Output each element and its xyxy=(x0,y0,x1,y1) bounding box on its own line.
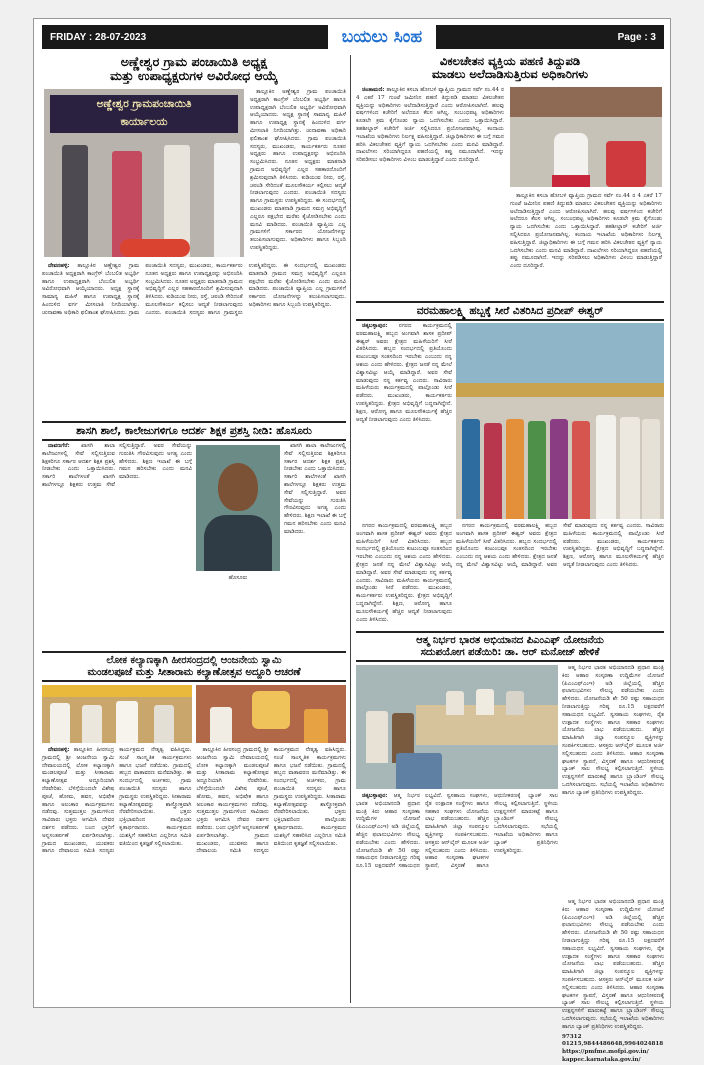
woman-figure xyxy=(550,419,568,519)
masthead xyxy=(42,25,664,49)
story1-body-right: ತಾಲ್ಲೂಕಿನ ಅಣ್ಣೇಶ್ವರ ಗ್ರಾಮ ಪಂಚಾಯಿತಿ ಅಧ್ಯಕ್ಷರಾಗಿ ಕಾಂಗ್ರೆಸ್ ಬೆಂಬಲಿತ ಅಭ್ಯರ್ಥಿ ಹಾಗೂ ಉಪಾಧ್ಯಕ್ಷರಾಗಿ ಬೆಂಬಲಿತ ಅಭ್ಯರ್ಥಿ ಅವಿರೋಧವಾಗಿ ಆಯ್ಕೆಯಾದರು. ಅಧ್ಯಕ್ಷ ಸ್ಥಾನಕ್ಕೆ ಸಾಮಾನ್ಯ ಮಹಿಳೆ ಹಾಗೂ ಉಪಾಧ್ಯಕ್ಷ ಸ್ಥಾನಕ್ಕೆ ಹಿಂದುಳಿದ ವರ್ಗ ಮೀಸಲಾತಿ ನಿಗದಿಯಾಗಿತ್ತು. ಚುನಾವಣಾ ಅಧಿಕಾರಿ ಫಲಿತಾಂಶ ಘೋಷಿಸಿದರು. ಗ್ರಾಮ ಪಂಚಾಯಿತಿ ಸದಸ್ಯರು, ಮುಖಂಡರು, ಕಾರ್ಯಕರ್ತರು ನೂತನ ಅಧ್ಯಕ್ಷರು ಹಾಗೂ ಉಪಾಧ್ಯಕ್ಷರನ್ನು ಅಭಿನಂದಿಸಿ ಸಂಭ್ರಮಿಸಿದರು. ನೂತನ ಅಧ್ಯಕ್ಷರು ಮಾತನಾಡಿ ಗ್ರಾಮದ ಅಭಿವೃದ್ಧಿಗೆ ಎಲ್ಲರ ಸಹಕಾರದೊಂದಿಗೆ ಶ್ರಮಿಸುವುದಾಗಿ ತಿಳಿಸಿದರು. ಕುಡಿಯುವ ನೀರು, ರಸ್ತೆ, ಚರಂಡಿ ಸೇರಿದಂತೆ ಮೂಲಸೌಕರ್ಯ ಕಲ್ಪಿಸಲು ಆದ್ಯತೆ ನೀಡಲಾಗುವುದು ಎಂದರು. ಪಂಚಾಯಿತಿ ಸದಸ್ಯರು ಹಾಗೂ ಗ್ರಾಮಸ್ಥರು ಉಪಸ್ಥಿತರಿದ್ದರು. ಈ ಸಂದರ್ಭದಲ್ಲಿ ಮುಖಂಡರು ಮಾತನಾಡಿ ಗ್ರಾಮದ ಸಮಗ್ರ ಅಭಿವೃದ್ಧಿಗೆ ಎಲ್ಲರೂ ಪಕ್ಷಭೇದ ಮರೆತು ಕೈಜೋಡಿಸಬೇಕು ಎಂದು ಮನವಿ ಮಾಡಿದರು. ಪಂಚಾಯಿತಿ ವ್ಯಾಪ್ತಿಯ ಎಲ್ಲ ಗ್ರಾಮಗಳಿಗೆ ಸರ್ಕಾರದ ಯೋಜನೆಗಳನ್ನು ತಲುಪಿಸಲಾಗುವುದು. ಅಧಿಕಾರಿಗಳು ಹಾಗೂ ಸಿಬ್ಬಂದಿ ಉಪಸ್ಥಿತರಿದ್ದರು. xyxy=(250,89,346,251)
portrait-body xyxy=(204,515,272,571)
story2-body: ದಾವಣಗೆರೆ: ಖಾಸಗಿ ಶಾಲಾ ಕಾಲೇಜುಗಳಲ್ಲಿ ಸೇವೆ ಸಲ್ಲಿಸುತ್ತಿರುವ ಶಿಕ್ಷಕರಿಗೂ ಸರ್ಕಾರ ಆದರ್ಶ ಶಿಕ್ಷಕ ಪ್ರಶಸ್ತಿ ನೀಡಬೇಕು ಎಂದು ಒತ್ತಾಯಿಸಿದರು. ಸರ್ಕಾರಿ ಶಾಲೆಗಳಂತೆ ಖಾಸಗಿ ಶಾಲೆಗಳಲ್ಲೂ ಶಿಕ್ಷಕರು ಉತ್ತಮ ಸೇವೆ ಸಲ್ಲಿಸುತ್ತಿದ್ದಾರೆ. ಅವರ ಸೇವೆಯನ್ನು ಗುರುತಿಸಿ ಗೌರವಿಸುವುದು ಅಗತ್ಯ ಎಂದು ಹೇಳಿದರು. ಶಿಕ್ಷಣ ಇಲಾಖೆ ಈ ಬಗ್ಗೆ ಗಮನ ಹರಿಸಬೇಕು ಎಂದು ಮನವಿ ಮಾಡಿದರು. xyxy=(42,443,192,488)
devotee-figure xyxy=(82,705,102,743)
left-column xyxy=(42,55,346,1003)
story1-photo xyxy=(44,89,244,257)
woman-figure xyxy=(572,421,590,519)
story2-headline: ಶಾಸಗಿ ಶಾಲೆ, ಕಾಲೇಜುಗಳಿಗೂ ಆದರ್ಶ ಶಿಕ್ಷಕ ಪ್ರಶಸ್ತಿ ನೀಡಿ: ಹೊಸೂರು xyxy=(42,421,346,441)
story6-photo xyxy=(356,665,558,789)
story3-body: ದೇವನಹಳ್ಳಿ: ತಾಲ್ಲೂಕಿನ ಹೀರಸಂದ್ರ ಗ್ರಾಮದಲ್ಲಿ ಶ್ರೀ ಆಂಜನೇಯ ಸ್ವಾಮಿ ದೇವಾಲಯದಲ್ಲಿ ಲೋಕ ಕಲ್ಯಾಣಕ್ಕಾಗಿ ಮಂಡಲಪೂಜೆ ಮತ್ತು ಸೀತಾರಾಮ ಕಲ್ಯಾಣೋತ್ಸವ ಅದ್ದೂರಿಯಾಗಿ ನೆರವೇರಿತು. ಬೆಳಿಗ್ಗೆಯಿಂದಲೇ ವಿಶೇಷ ಪೂಜೆ, ಹೋಮ, ಹವನ, ಅಭಿಷೇಕ ಹಾಗೂ ಅಲಂಕಾರ ಕಾರ್ಯಕ್ರಮಗಳು ನಡೆದವು. ಸುತ್ತಮುತ್ತಲ ಗ್ರಾಮಗಳಿಂದ ಸಾವಿರಾರು ಭಕ್ತರು ಆಗಮಿಸಿ ದೇವರ ದರ್ಶನ ಪಡೆದರು. ಬಂದ ಭಕ್ತರಿಗೆ ಅನ್ನಸಂತರ್ಪಣೆ ಏರ್ಪಡಿಸಲಾಗಿತ್ತು. ಗ್ರಾಮದ ಮುಖಂಡರು, ಯುವಕರು ಹಾಗೂ ದೇವಾಲಯ ಸಮಿತಿ ಸದಸ್ಯರು ಕಾರ್ಯಕ್ರಮದ ನೇತೃತ್ವ ವಹಿಸಿದ್ದರು. ಸಂಜೆ ಸಾಂಸ್ಕೃತಿಕ ಕಾರ್ಯಕ್ರಮಗಳು ಹಾಗೂ ಭಜನೆ ನಡೆಯಿತು. ಗ್ರಾಮದಲ್ಲಿ ಹಬ್ಬದ ವಾತಾವರಣ ಮನೆಮಾಡಿತ್ತು. ಈ ಸಂದರ್ಭದಲ್ಲಿ ಅರ್ಚಕರು, ಗ್ರಾಮ ಪಂಚಾಯಿತಿ ಸದಸ್ಯರು ಹಾಗೂ ಗ್ರಾಮಸ್ಥರು ಉಪಸ್ಥಿತರಿದ್ದರು. ಸೀತಾರಾಮ ಕಲ್ಯಾಣೋತ್ಸವವನ್ನು ಶಾಸ್ತ್ರೋಕ್ತವಾಗಿ ನೆರವೇರಿಸಲಾಯಿತು. ಭಕ್ತರು ಭಕ್ತಿಭಾವದಿಂದ ಪಾಲ್ಗೊಂಡು ಕೃತಾರ್ಥರಾದರು. ಕಾರ್ಯಕ್ರಮದ ಯಶಸ್ಸಿಗೆ ಸಹಕರಿಸಿದ ಎಲ್ಲರಿಗೂ ಸಮಿತಿ ವತಿಯಿಂದ ಕೃತಜ್ಞತೆ ಸಲ್ಲಿಸಲಾಯಿತು. ತಾಲ್ಲೂಕಿನ ಹೀರಸಂದ್ರ ಗ್ರಾಮದಲ್ಲಿ ಶ್ರೀ ಆಂಜನೇಯ ಸ್ವಾಮಿ ದೇವಾಲಯದಲ್ಲಿ ಲೋಕ ಕಲ್ಯಾಣಕ್ಕಾಗಿ ಮಂಡಲಪೂಜೆ ಮತ್ತು ಸೀತಾರಾಮ ಕಲ್ಯಾಣೋತ್ಸವ ಅದ್ದೂರಿಯಾಗಿ ನೆರವೇರಿತು. ಬೆಳಿಗ್ಗೆಯಿಂದಲೇ ವಿಶೇಷ ಪೂಜೆ, ಹೋಮ, ಹವನ, ಅಭಿಷೇಕ ಹಾಗೂ ಅಲಂಕಾರ ಕಾರ್ಯಕ್ರಮಗಳು ನಡೆದವು. ಸುತ್ತಮುತ್ತಲ ಗ್ರಾಮಗಳಿಂದ ಸಾವಿರಾರು ಭಕ್ತರು ಆಗಮಿಸಿ ದೇವರ ದರ್ಶನ ಪಡೆದರು. ಬಂದ ಭಕ್ತರಿಗೆ ಅನ್ನಸಂತರ್ಪಣೆ ಏರ್ಪಡಿಸಲಾಗಿತ್ತು. ಗ್ರಾಮದ ಮುಖಂಡರು, ಯುವಕರು ಹಾಗೂ ದೇವಾಲಯ ಸಮಿತಿ ಸದಸ್ಯರು ಕಾರ್ಯಕ್ರಮದ ನೇತೃತ್ವ ವಹಿಸಿದ್ದರು. ಸಂಜೆ ಸಾಂಸ್ಕೃತಿಕ ಕಾರ್ಯಕ್ರಮಗಳು ಹಾಗೂ ಭಜನೆ ನಡೆಯಿತು. ಗ್ರಾಮದಲ್ಲಿ ಹಬ್ಬದ ವಾತಾವರಣ ಮನೆಮಾಡಿತ್ತು. ಈ ಸಂದರ್ಭದಲ್ಲಿ ಅರ್ಚಕರು, ಗ್ರಾಮ ಪಂಚಾಯಿತಿ ಸದಸ್ಯರು ಹಾಗೂ ಗ್ರಾಮಸ್ಥರು ಉಪಸ್ಥಿತರಿದ್ದರು. ಸೀತಾರಾಮ ಕಲ್ಯಾಣೋತ್ಸವವನ್ನು ಶಾಸ್ತ್ರೋಕ್ತವಾಗಿ ನೆರವೇರಿಸಲಾಯಿತು. ಭಕ್ತರು ಭಕ್ತಿಭಾವದಿಂದ ಪಾಲ್ಗೊಂಡು ಕೃತಾರ್ಥರಾದರು. ಕಾರ್ಯಕ್ರಮದ ಯಶಸ್ಸಿಗೆ ಸಹಕರಿಸಿದ ಎಲ್ಲರಿಗೂ ಸಮಿತಿ ವತಿಯಿಂದ ಕೃತಜ್ಞತೆ ಸಲ್ಲಿಸಲಾಯಿತು. xyxy=(42,747,346,855)
story-temple xyxy=(42,651,346,1003)
plastic-chair xyxy=(606,141,646,187)
official-figure xyxy=(476,689,494,715)
woman-figure xyxy=(528,421,546,519)
story3-photo-left xyxy=(42,685,192,743)
man-figure xyxy=(596,415,616,519)
page-number: Page : 3 xyxy=(617,31,656,43)
story4-body: ಚಿಂತಾಮಣಿ: ತಾಲ್ಲೂಕಿನ ಕಸಬಾ ಹೋಬಳಿ ವ್ಯಾಪ್ತಿಯ ಗ್ರಾಮದ ಸರ್ವೆ ನಂ.44 ರ 4 ಎಕರೆ 17 ಗುಂಟೆ ಜಮೀನಿನ ಪಹಣಿ ತಿದ್ದುಪಡಿ ಮಾಡಲು ವಿಕಲಚೇತನ ವ್ಯಕ್ತಿಯನ್ನು ಅಧಿಕಾರಿಗಳು ಅಲೆದಾಡಿಸುತ್ತಿದ್ದಾರೆ ಎಂದು ಆರೋಪಿಸಲಾಗಿದೆ. ಹಲವು ವರ್ಷಗಳಿಂದ ಕಚೇರಿಗೆ ಅಲೆದರೂ ಕೆಲಸ ಆಗಿಲ್ಲ. ಸಂಬಂಧಪಟ್ಟ ಅಧಿಕಾರಿಗಳು ಕೂಡಲೇ ಕ್ರಮ ಕೈಗೊಂಡು ನ್ಯಾಯ ಒದಗಿಸಬೇಕು ಎಂದು ಒತ್ತಾಯಿಸಿದ್ದಾರೆ. ತಹಶೀಲ್ದಾರ್ ಕಚೇರಿಗೆ ಅರ್ಜಿ ಸಲ್ಲಿಸಿದರೂ ಪ್ರಯೋಜನವಾಗಿಲ್ಲ. ಕಂದಾಯ ಇಲಾಖೆಯ ಅಧಿಕಾರಿಗಳು ನಿರ್ಲಕ್ಷ್ಯ ವಹಿಸುತ್ತಿದ್ದಾರೆ. ಜಿಲ್ಲಾಧಿಕಾರಿಗಳು ಈ ಬಗ್ಗೆ ಗಮನ ಹರಿಸಿ ವಿಕಲಚೇತನ ವ್ಯಕ್ತಿಗೆ ನ್ಯಾಯ ಒದಗಿಸಬೇಕು ಎಂದು ಮನವಿ ಮಾಡಿದ್ದಾರೆ. ದಾಖಲೆಗಳು ಸರಿಯಾಗಿದ್ದರೂ ಪಹಣಿಯಲ್ಲಿ ತಪ್ಪು ನಮೂದಾಗಿದೆ. ಇದನ್ನು ಸರಿಪಡಿಸಲು ಅಧಿಕಾರಿಗಳು ವಿಳಂಬ ಮಾಡುತ್ತಿದ್ದಾರೆ ಎಂದು ದೂರಿದ್ದಾರೆ. xyxy=(356,87,504,164)
story4-headline: ವಿಕಲಚೇತನ ವ್ಯಕ್ತಿಯ ಪಹಣಿ ತಿದ್ದುಪಡಿ ಮಾಡಲು ಅಲೆದಾಡಿಸುತ್ತಿರುವ ಅಧಿಕಾರಿಗಳು xyxy=(431,54,589,82)
story5-photo xyxy=(456,323,664,519)
story1-body: ದೇವನಹಳ್ಳಿ: ತಾಲ್ಲೂಕಿನ ಅಣ್ಣೇಶ್ವರ ಗ್ರಾಮ ಪಂಚಾಯಿತಿ ಅಧ್ಯಕ್ಷರಾಗಿ ಕಾಂಗ್ರೆಸ್ ಬೆಂಬಲಿತ ಅಭ್ಯರ್ಥಿ ಹಾಗೂ ಉಪಾಧ್ಯಕ್ಷರಾಗಿ ಬೆಂಬಲಿತ ಅಭ್ಯರ್ಥಿ ಅವಿರೋಧವಾಗಿ ಆಯ್ಕೆಯಾದರು. ಅಧ್ಯಕ್ಷ ಸ್ಥಾನಕ್ಕೆ ಸಾಮಾನ್ಯ ಮಹಿಳೆ ಹಾಗೂ ಉಪಾಧ್ಯಕ್ಷ ಸ್ಥಾನಕ್ಕೆ ಹಿಂದುಳಿದ ವರ್ಗ ಮೀಸಲಾತಿ ನಿಗದಿಯಾಗಿತ್ತು. ಚುನಾವಣಾ ಅಧಿಕಾರಿ ಫಲಿತಾಂಶ ಘೋಷಿಸಿದರು. ಗ್ರಾಮ ಪಂಚಾಯಿತಿ ಸದಸ್ಯರು, ಮುಖಂಡರು, ಕಾರ್ಯಕರ್ತರು ನೂತನ ಅಧ್ಯಕ್ಷರು ಹಾಗೂ ಉಪಾಧ್ಯಕ್ಷರನ್ನು ಅಭಿನಂದಿಸಿ ಸಂಭ್ರಮಿಸಿದರು. ನೂತನ ಅಧ್ಯಕ್ಷರು ಮಾತನಾಡಿ ಗ್ರಾಮದ ಅಭಿವೃದ್ಧಿಗೆ ಎಲ್ಲರ ಸಹಕಾರದೊಂದಿಗೆ ಶ್ರಮಿಸುವುದಾಗಿ ತಿಳಿಸಿದರು. ಕುಡಿಯುವ ನೀರು, ರಸ್ತೆ, ಚರಂಡಿ ಸೇರಿದಂತೆ ಮೂಲಸೌಕರ್ಯ ಕಲ್ಪಿಸಲು ಆದ್ಯತೆ ನೀಡಲಾಗುವುದು ಎಂದರು. ಪಂಚಾಯಿತಿ ಸದಸ್ಯರು ಹಾಗೂ ಗ್ರಾಮಸ್ಥರು ಉಪಸ್ಥಿತರಿದ್ದರು. ಈ ಸಂದರ್ಭದಲ್ಲಿ ಮುಖಂಡರು ಮಾತನಾಡಿ ಗ್ರಾಮದ ಸಮಗ್ರ ಅಭಿವೃದ್ಧಿಗೆ ಎಲ್ಲರೂ ಪಕ್ಷಭೇದ ಮರೆತು ಕೈಜೋಡಿಸಬೇಕು ಎಂದು ಮನವಿ ಮಾಡಿದರು. ಪಂಚಾಯಿತಿ ವ್ಯಾಪ್ತಿಯ ಎಲ್ಲ ಗ್ರಾಮಗಳಿಗೆ ಸರ್ಕಾರದ ಯೋಜನೆಗಳನ್ನು ತಲುಪಿಸಲಾಗುವುದು. ಅಧಿಕಾರಿಗಳು ಹಾಗೂ ಸಿಬ್ಬಂದಿ ಉಪಸ್ಥಿತರಿದ್ದರು. xyxy=(42,263,346,316)
priest-figure xyxy=(210,707,232,743)
official-figure xyxy=(446,691,464,715)
story5-body-cont: ನಗರದ ಕಾರ್ಯಕ್ರಮದಲ್ಲಿ ವರಮಹಾಲಕ್ಷ್ಮಿ ಹಬ್ಬದ ಅಂಗವಾಗಿ ಶಾಸಕ ಪ್ರದೀಪ್ ಈಶ್ವರ್ ಅವರು ಕ್ಷೇತ್ರದ ಮಹಿಳೆಯರಿಗೆ ಸೀರೆ ವಿತರಿಸಿದರು. ಹಬ್ಬದ ಸಂದರ್ಭದಲ್ಲಿ ಪ್ರತಿಯೊಂದು ಕುಟುಂಬವೂ ಸಂತಸದಿಂದ ಇರಬೇಕು ಎಂಬುದು ನನ್ನ ಆಶಯ ಎಂದು ಹೇಳಿದರು. ಕ್ಷೇತ್ರದ ಜನತೆ ನನ್ನ ಮೇಲೆ ವಿಶ್ವಾಸವಿಟ್ಟು ಆಯ್ಕೆ ಮಾಡಿದ್ದಾರೆ. ಅವರ ಸೇವೆ ಮಾಡುವುದು ನನ್ನ ಕರ್ತವ್ಯ ಎಂದರು. ಸಾವಿರಾರು ಮಹಿಳೆಯರು ಕಾರ್ಯಕ್ರಮದಲ್ಲಿ ಪಾಲ್ಗೊಂಡು ಸೀರೆ ಪಡೆದರು. ಮುಖಂಡರು, ಕಾರ್ಯಕರ್ತರು ಉಪಸ್ಥಿತರಿದ್ದರು. ಕ್ಷೇತ್ರದ ಅಭಿವೃದ್ಧಿಗೆ ಬದ್ಧನಾಗಿದ್ದೇನೆ. ಶಿಕ್ಷಣ, ಆರೋಗ್ಯ ಹಾಗೂ ಮೂಲಸೌಕರ್ಯಕ್ಕೆ ಹೆಚ್ಚಿನ ಆದ್ಯತೆ ನೀಡಲಾಗುವುದು ಎಂದು ತಿಳಿಸಿದರು. xyxy=(456,523,664,568)
speaker-figure xyxy=(396,753,442,789)
woman-figure xyxy=(484,423,502,519)
story-annechwar xyxy=(42,55,346,417)
deity-altar xyxy=(252,691,290,729)
devotee-figure xyxy=(50,703,70,743)
man-figure xyxy=(642,419,660,519)
man-figure xyxy=(620,417,640,519)
story-saree-distribution xyxy=(356,301,664,627)
priest-figure xyxy=(304,709,328,743)
official-figure xyxy=(366,711,388,763)
story6-contact: ಆತ್ಮ ನಿರ್ಭರ ಭಾರತ ಅಭಿಯಾನದಡಿ ಪ್ರಧಾನ ಮಂತ್ರಿ ಕಿರು ಆಹಾರ ಸಂಸ್ಕರಣಾ ಉದ್ದಿಮೆಗಳ ಯೋಜನೆ (ಪಿಎಂಎಫ್‌ಎಂಇ) ಅಡಿ ಜಿಲ್ಲೆಯಲ್ಲಿ ಹೆಚ್ಚಿನ ಫಲಾನುಭವಿಗಳು ಸೌಲಭ್ಯ ಪಡೆಯಬೇಕು ಎಂದು ಹೇಳಿದರು. ಯೋಜನೆಯಡಿ ಶೇ 50 ರಷ್ಟು ಸಹಾಯಧನ ನೀಡಲಾಗುತ್ತಿದ್ದು ಗರಿಷ್ಠ ರೂ.15 ಲಕ್ಷದವರೆಗೆ ಸಹಾಯಧನ ಲಭ್ಯವಿದೆ. ಸ್ವಸಹಾಯ ಸಂಘಗಳು, ರೈತ ಉತ್ಪಾದಕ ಸಂಸ್ಥೆಗಳು ಹಾಗೂ ಸಹಕಾರ ಸಂಘಗಳು ಯೋಜನೆಯ ಲಾಭ ಪಡೆಯಬಹುದು. ಹೆಚ್ಚಿನ ಮಾಹಿತಿಗಾಗಿ ಜಿಲ್ಲಾ ಸಂಪನ್ಮೂಲ ವ್ಯಕ್ತಿಗಳನ್ನು ಸಂಪರ್ಕಿಸಬಹುದು. ಆಸಕ್ತರು ಆನ್‌ಲೈನ್ ಮೂಲಕ ಅರ್ಜಿ ಸಲ್ಲಿಸಬಹುದು ಎಂದು ತಿಳಿಸಿದರು. ಆಹಾರ ಸಂಸ್ಕರಣಾ ಘಟಕಗಳ ಸ್ಥಾಪನೆ, ವಿಸ್ತರಣೆ ಹಾಗೂ ಆಧುನೀಕರಣಕ್ಕೆ ಬ್ಯಾಂಕ್ ಸಾಲ ಸೌಲಭ್ಯ ಕಲ್ಪಿಸಲಾಗುತ್ತಿದೆ. ಸ್ಥಳೀಯ ಉತ್ಪನ್ನಗಳಿಗೆ ಮಾರುಕಟ್ಟೆ ಹಾಗೂ ಬ್ರ್ಯಾಂಡಿಂಗ್ ಸೌಲಭ್ಯ ಒದಗಿಸಲಾಗುವುದು. ಸಭೆಯಲ್ಲಿ ಇಲಾಖೆಯ ಅಧಿಕಾರಿಗಳು ಹಾಗೂ ಬ್ಯಾಂಕ್ ಪ್ರತಿನಿಧಿಗಳು ಉಪಸ್ಥಿತರಿದ್ದರು. 97312 01215,9844486648,9964024818 https://pmfme.mofpi.gov.in/ kappec.karnataka.gov.in/ xyxy=(562,899,664,1063)
pmfme-link[interactable]: https://pmfme.mofpi.gov.in/ xyxy=(562,1049,649,1056)
contact-phone: 97312 01215,9844486648,9964024818 xyxy=(562,1033,664,1048)
story-teacher-award xyxy=(42,421,346,647)
woman-figure xyxy=(506,419,524,519)
devotee-figure xyxy=(154,705,174,743)
kappec-link[interactable]: kappec.karnataka.gov.in/ xyxy=(562,1056,641,1063)
story2-body-cont: ಖಾಸಗಿ ಶಾಲಾ ಕಾಲೇಜುಗಳಲ್ಲಿ ಸೇವೆ ಸಲ್ಲಿಸುತ್ತಿರುವ ಶಿಕ್ಷಕರಿಗೂ ಸರ್ಕಾರ ಆದರ್ಶ ಶಿಕ್ಷಕ ಪ್ರಶಸ್ತಿ ನೀಡಬೇಕು ಎಂದು ಒತ್ತಾಯಿಸಿದರು. ಸರ್ಕಾರಿ ಶಾಲೆಗಳಂತೆ ಖಾಸಗಿ ಶಾಲೆಗಳಲ್ಲೂ ಶಿಕ್ಷಕರು ಉತ್ತಮ ಸೇವೆ ಸಲ್ಲಿಸುತ್ತಿದ್ದಾರೆ. ಅವರ ಸೇವೆಯನ್ನು ಗುರುತಿಸಿ ಗೌರವಿಸುವುದು ಅಗತ್ಯ ಎಂದು ಹೇಳಿದರು. ಶಿಕ್ಷಣ ಇಲಾಖೆ ಈ ಬಗ್ಗೆ ಗಮನ ಹರಿಸಬೇಕು ಎಂದು ಮನವಿ ಮಾಡಿದರು. xyxy=(284,443,346,535)
office-banner: ಅಣ್ಣೇಶ್ವರ ಗ್ರಾಮಪಂಚಾಯಿತಿ ಕಾರ್ಯಾಲಯ xyxy=(50,95,238,133)
official-figure xyxy=(506,691,524,715)
story5-headline: ವರಮಹಾಲಕ್ಷ್ಮಿ ಹಬ್ಬಕ್ಕೆ ಸೀರೆ ವಿತರಿಸಿದ ಪ್ರದೀಪ್ ಈಶ್ವರ್ xyxy=(356,301,664,321)
hall-ceiling xyxy=(456,323,664,383)
person-figure xyxy=(214,143,240,257)
flower-bouquet xyxy=(120,239,190,257)
woman-figure xyxy=(462,419,480,519)
newspaper-page xyxy=(33,18,671,1063)
story3-headline: ಲೋಕ ಕಲ್ಯಾಣಕ್ಕಾಗಿ ಹೀರಸಂದ್ರದಲ್ಲಿ ಆಂಜನೇಯ ಸ್ವಾಮಿ ಮಂಡಲಪೂಜೆ ಮತ್ತು ಸೀತಾರಾಮ ಕಲ್ಯಾಣೋತ್ಸವ ಅದ್ದೂರಿ ಆಚರಣೆ xyxy=(42,651,346,682)
story2-portrait xyxy=(196,445,280,571)
story6-body: ಚಿಕ್ಕಬಳ್ಳಾಪುರ: ಆತ್ಮ ನಿರ್ಭರ ಭಾರತ ಅಭಿಯಾನದಡಿ ಪ್ರಧಾನ ಮಂತ್ರಿ ಕಿರು ಆಹಾರ ಸಂಸ್ಕರಣಾ ಉದ್ದಿಮೆಗಳ ಯೋಜನೆ (ಪಿಎಂಎಫ್‌ಎಂಇ) ಅಡಿ ಜಿಲ್ಲೆಯಲ್ಲಿ ಹೆಚ್ಚಿನ ಫಲಾನುಭವಿಗಳು ಸೌಲಭ್ಯ ಪಡೆಯಬೇಕು ಎಂದು ಹೇಳಿದರು. ಯೋಜನೆಯಡಿ ಶೇ 50 ರಷ್ಟು ಸಹಾಯಧನ ನೀಡಲಾಗುತ್ತಿದ್ದು ಗರಿಷ್ಠ ರೂ.15 ಲಕ್ಷದವರೆಗೆ ಸಹಾಯಧನ ಲಭ್ಯವಿದೆ. ಸ್ವಸಹಾಯ ಸಂಘಗಳು, ರೈತ ಉತ್ಪಾದಕ ಸಂಸ್ಥೆಗಳು ಹಾಗೂ ಸಹಕಾರ ಸಂಘಗಳು ಯೋಜನೆಯ ಲಾಭ ಪಡೆಯಬಹುದು. ಹೆಚ್ಚಿನ ಮಾಹಿತಿಗಾಗಿ ಜಿಲ್ಲಾ ಸಂಪನ್ಮೂಲ ವ್ಯಕ್ತಿಗಳನ್ನು ಸಂಪರ್ಕಿಸಬಹುದು. ಆಸಕ್ತರು ಆನ್‌ಲೈನ್ ಮೂಲಕ ಅರ್ಜಿ ಸಲ್ಲಿಸಬಹುದು ಎಂದು ತಿಳಿಸಿದರು. ಆಹಾರ ಸಂಸ್ಕರಣಾ ಘಟಕಗಳ ಸ್ಥಾಪನೆ, ವಿಸ್ತರಣೆ ಹಾಗೂ ಆಧುನೀಕರಣಕ್ಕೆ ಬ್ಯಾಂಕ್ ಸಾಲ ಸೌಲಭ್ಯ ಕಲ್ಪಿಸಲಾಗುತ್ತಿದೆ. ಸ್ಥಳೀಯ ಉತ್ಪನ್ನಗಳಿಗೆ ಮಾರುಕಟ್ಟೆ ಹಾಗೂ ಬ್ರ್ಯಾಂಡಿಂಗ್ ಸೌಲಭ್ಯ ಒದಗಿಸಲಾಗುವುದು. ಸಭೆಯಲ್ಲಿ ಇಲಾಖೆಯ ಅಧಿಕಾರಿಗಳು ಹಾಗೂ ಬ್ಯಾಂಕ್ ಪ್ರತಿನಿಧಿಗಳು ಉಪಸ್ಥಿತರಿದ್ದರು. xyxy=(356,793,558,870)
paper-name: ಬಯಲು ಸಿಂಹ xyxy=(328,25,436,49)
right-column xyxy=(356,54,664,1063)
column-divider xyxy=(350,55,351,1003)
story3-photo-right xyxy=(196,685,346,743)
story6-headline: ಆತ್ಮ ನಿರ್ಭರ ಭಾರತ ಅಭಿಯಾನದ ಪಿಎಂಎಫ್ ಯೋಜನೆಯ ಸದುಪಯೋಗ ಪಡೆಯಿರಿ: ಡಾ. ಆರ್ ಮನೋಜ್ ಹೇಳಿಕೆ xyxy=(356,631,664,662)
person-figure xyxy=(62,145,88,257)
issue-date: FRIDAY : 28-07-2023 xyxy=(50,31,147,43)
banner-strip xyxy=(456,383,664,397)
portrait-head xyxy=(218,463,258,511)
story-pmfme xyxy=(356,631,664,1063)
story5-body-left: ನಗರದ ಕಾರ್ಯಕ್ರಮದಲ್ಲಿ ವರಮಹಾಲಕ್ಷ್ಮಿ ಹಬ್ಬದ ಅಂಗವಾಗಿ ಶಾಸಕ ಪ್ರದೀಪ್ ಈಶ್ವರ್ ಅವರು ಕ್ಷೇತ್ರದ ಮಹಿಳೆಯರಿಗೆ ಸೀರೆ ವಿತರಿಸಿದರು. ಹಬ್ಬದ ಸಂದರ್ಭದಲ್ಲಿ ಪ್ರತಿಯೊಂದು ಕುಟುಂಬವೂ ಸಂತಸದಿಂದ ಇರಬೇಕು ಎಂಬುದು ನನ್ನ ಆಶಯ ಎಂದು ಹೇಳಿದರು. ಕ್ಷೇತ್ರದ ಜನತೆ ನನ್ನ ಮೇಲೆ ವಿಶ್ವಾಸವಿಟ್ಟು ಆಯ್ಕೆ ಮಾಡಿದ್ದಾರೆ. ಅವರ ಸೇವೆ ಮಾಡುವುದು ನನ್ನ ಕರ್ತವ್ಯ ಎಂದರು. ಸಾವಿರಾರು ಮಹಿಳೆಯರು ಕಾರ್ಯಕ್ರಮದಲ್ಲಿ ಪಾಲ್ಗೊಂಡು ಸೀರೆ ಪಡೆದರು. ಮುಖಂಡರು, ಕಾರ್ಯಕರ್ತರು ಉಪಸ್ಥಿತರಿದ್ದರು. ಕ್ಷೇತ್ರದ ಅಭಿವೃದ್ಧಿಗೆ ಬದ್ಧನಾಗಿದ್ದೇನೆ. ಶಿಕ್ಷಣ, ಆರೋಗ್ಯ ಹಾಗೂ ಮೂಲಸೌಕರ್ಯಕ್ಕೆ ಹೆಚ್ಚಿನ ಆದ್ಯತೆ ನೀಡಲಾಗುವುದು ಎಂದು ತಿಳಿಸಿದರು. xyxy=(356,523,452,623)
story4-photo xyxy=(510,87,662,187)
story1-headline: ಅಣ್ಣೇಶ್ವರ ಗ್ರಾಮ ಪಂಚಾಯಿತಿ ಅಧ್ಯಕ್ಷ ಮತ್ತು ಉಪಾಧ್ಯಕ್ಷರುಗಳ ಅವಿರೋಧ ಆಯ್ಕೆ xyxy=(110,54,278,84)
story6-body-right: ಆತ್ಮ ನಿರ್ಭರ ಭಾರತ ಅಭಿಯಾನದಡಿ ಪ್ರಧಾನ ಮಂತ್ರಿ ಕಿರು ಆಹಾರ ಸಂಸ್ಕರಣಾ ಉದ್ದಿಮೆಗಳ ಯೋಜನೆ (ಪಿಎಂಎಫ್‌ಎಂಇ) ಅಡಿ ಜಿಲ್ಲೆಯಲ್ಲಿ ಹೆಚ್ಚಿನ ಫಲಾನುಭವಿಗಳು ಸೌಲಭ್ಯ ಪಡೆಯಬೇಕು ಎಂದು ಹೇಳಿದರು. ಯೋಜನೆಯಡಿ ಶೇ 50 ರಷ್ಟು ಸಹಾಯಧನ ನೀಡಲಾಗುತ್ತಿದ್ದು ಗರಿಷ್ಠ ರೂ.15 ಲಕ್ಷದವರೆಗೆ ಸಹಾಯಧನ ಲಭ್ಯವಿದೆ. ಸ್ವಸಹಾಯ ಸಂಘಗಳು, ರೈತ ಉತ್ಪಾದಕ ಸಂಸ್ಥೆಗಳು ಹಾಗೂ ಸಹಕಾರ ಸಂಘಗಳು ಯೋಜನೆಯ ಲಾಭ ಪಡೆಯಬಹುದು. ಹೆಚ್ಚಿನ ಮಾಹಿತಿಗಾಗಿ ಜಿಲ್ಲಾ ಸಂಪನ್ಮೂಲ ವ್ಯಕ್ತಿಗಳನ್ನು ಸಂಪರ್ಕಿಸಬಹುದು. ಆಸಕ್ತರು ಆನ್‌ಲೈನ್ ಮೂಲಕ ಅರ್ಜಿ ಸಲ್ಲಿಸಬಹುದು ಎಂದು ತಿಳಿಸಿದರು. ಆಹಾರ ಸಂಸ್ಕರಣಾ ಘಟಕಗಳ ಸ್ಥಾಪನೆ, ವಿಸ್ತರಣೆ ಹಾಗೂ ಆಧುನೀಕರಣಕ್ಕೆ ಬ್ಯಾಂಕ್ ಸಾಲ ಸೌಲಭ್ಯ ಕಲ್ಪಿಸಲಾಗುತ್ತಿದೆ. ಸ್ಥಳೀಯ ಉತ್ಪನ್ನಗಳಿಗೆ ಮಾರುಕಟ್ಟೆ ಹಾಗೂ ಬ್ರ್ಯಾಂಡಿಂಗ್ ಸೌಲಭ್ಯ ಒದಗಿಸಲಾಗುವುದು. ಸಭೆಯಲ್ಲಿ ಇಲಾಖೆಯ ಅಧಿಕಾರಿಗಳು ಹಾಗೂ ಬ್ಯಾಂಕ್ ಪ್ರತಿನಿಧಿಗಳು ಉಪಸ್ಥಿತರಿದ್ದರು. xyxy=(562,665,664,796)
story2-caption: ಹೊಸೂರು xyxy=(228,575,248,581)
story-disabled-person xyxy=(356,55,664,297)
story5-body: ಚಿಕ್ಕಬಳ್ಳಾಪುರ: ನಗರದ ಕಾರ್ಯಕ್ರಮದಲ್ಲಿ ವರಮಹಾಲಕ್ಷ್ಮಿ ಹಬ್ಬದ ಅಂಗವಾಗಿ ಶಾಸಕ ಪ್ರದೀಪ್ ಈಶ್ವರ್ ಅವರು ಕ್ಷೇತ್ರದ ಮಹಿಳೆಯರಿಗೆ ಸೀರೆ ವಿತರಿಸಿದರು. ಹಬ್ಬದ ಸಂದರ್ಭದಲ್ಲಿ ಪ್ರತಿಯೊಂದು ಕುಟುಂಬವೂ ಸಂತಸದಿಂದ ಇರಬೇಕು ಎಂಬುದು ನನ್ನ ಆಶಯ ಎಂದು ಹೇಳಿದರು. ಕ್ಷೇತ್ರದ ಜನತೆ ನನ್ನ ಮೇಲೆ ವಿಶ್ವಾಸವಿಟ್ಟು ಆಯ್ಕೆ ಮಾಡಿದ್ದಾರೆ. ಅವರ ಸೇವೆ ಮಾಡುವುದು ನನ್ನ ಕರ್ತವ್ಯ ಎಂದರು. ಸಾವಿರಾರು ಮಹಿಳೆಯರು ಕಾರ್ಯಕ್ರಮದಲ್ಲಿ ಪಾಲ್ಗೊಂಡು ಸೀರೆ ಪಡೆದರು. ಮುಖಂಡರು, ಕಾರ್ಯಕರ್ತರು ಉಪಸ್ಥಿತರಿದ್ದರು. ಕ್ಷೇತ್ರದ ಅಭಿವೃದ್ಧಿಗೆ ಬದ್ಧನಾಗಿದ್ದೇನೆ. ಶಿಕ್ಷಣ, ಆರೋಗ್ಯ ಹಾಗೂ ಮೂಲಸೌಕರ್ಯಕ್ಕೆ ಹೆಚ್ಚಿನ ಆದ್ಯತೆ ನೀಡಲಾಗುವುದು ಎಂದು ತಿಳಿಸಿದರು. xyxy=(356,323,452,423)
red-cloth xyxy=(552,175,590,187)
curtain xyxy=(510,87,662,117)
garland-decoration xyxy=(42,685,192,697)
devotee-figure xyxy=(116,701,138,743)
story4-body-cont: ತಾಲ್ಲೂಕಿನ ಕಸಬಾ ಹೋಬಳಿ ವ್ಯಾಪ್ತಿಯ ಗ್ರಾಮದ ಸರ್ವೆ ನಂ.44 ರ 4 ಎಕರೆ 17 ಗುಂಟೆ ಜಮೀನಿನ ಪಹಣಿ ತಿದ್ದುಪಡಿ ಮಾಡಲು ವಿಕಲಚೇತನ ವ್ಯಕ್ತಿಯನ್ನು ಅಧಿಕಾರಿಗಳು ಅಲೆದಾಡಿಸುತ್ತಿದ್ದಾರೆ ಎಂದು ಆರೋಪಿಸಲಾಗಿದೆ. ಹಲವು ವರ್ಷಗಳಿಂದ ಕಚೇರಿಗೆ ಅಲೆದರೂ ಕೆಲಸ ಆಗಿಲ್ಲ. ಸಂಬಂಧಪಟ್ಟ ಅಧಿಕಾರಿಗಳು ಕೂಡಲೇ ಕ್ರಮ ಕೈಗೊಂಡು ನ್ಯಾಯ ಒದಗಿಸಬೇಕು ಎಂದು ಒತ್ತಾಯಿಸಿದ್ದಾರೆ. ತಹಶೀಲ್ದಾರ್ ಕಚೇರಿಗೆ ಅರ್ಜಿ ಸಲ್ಲಿಸಿದರೂ ಪ್ರಯೋಜನವಾಗಿಲ್ಲ. ಕಂದಾಯ ಇಲಾಖೆಯ ಅಧಿಕಾರಿಗಳು ನಿರ್ಲಕ್ಷ್ಯ ವಹಿಸುತ್ತಿದ್ದಾರೆ. ಜಿಲ್ಲಾಧಿಕಾರಿಗಳು ಈ ಬಗ್ಗೆ ಗಮನ ಹರಿಸಿ ವಿಕಲಚೇತನ ವ್ಯಕ್ತಿಗೆ ನ್ಯಾಯ ಒದಗಿಸಬೇಕು ಎಂದು ಮನವಿ ಮಾಡಿದ್ದಾರೆ. ದಾಖಲೆಗಳು ಸರಿಯಾಗಿದ್ದರೂ ಪಹಣಿಯಲ್ಲಿ ತಪ್ಪು ನಮೂದಾಗಿದೆ. ಇದನ್ನು ಸರಿಪಡಿಸಲು ಅಧಿಕಾರಿಗಳು ವಿಳಂಬ ಮಾಡುತ್ತಿದ್ದಾರೆ ಎಂದು ದೂರಿದ್ದಾರೆ. xyxy=(510,193,662,270)
